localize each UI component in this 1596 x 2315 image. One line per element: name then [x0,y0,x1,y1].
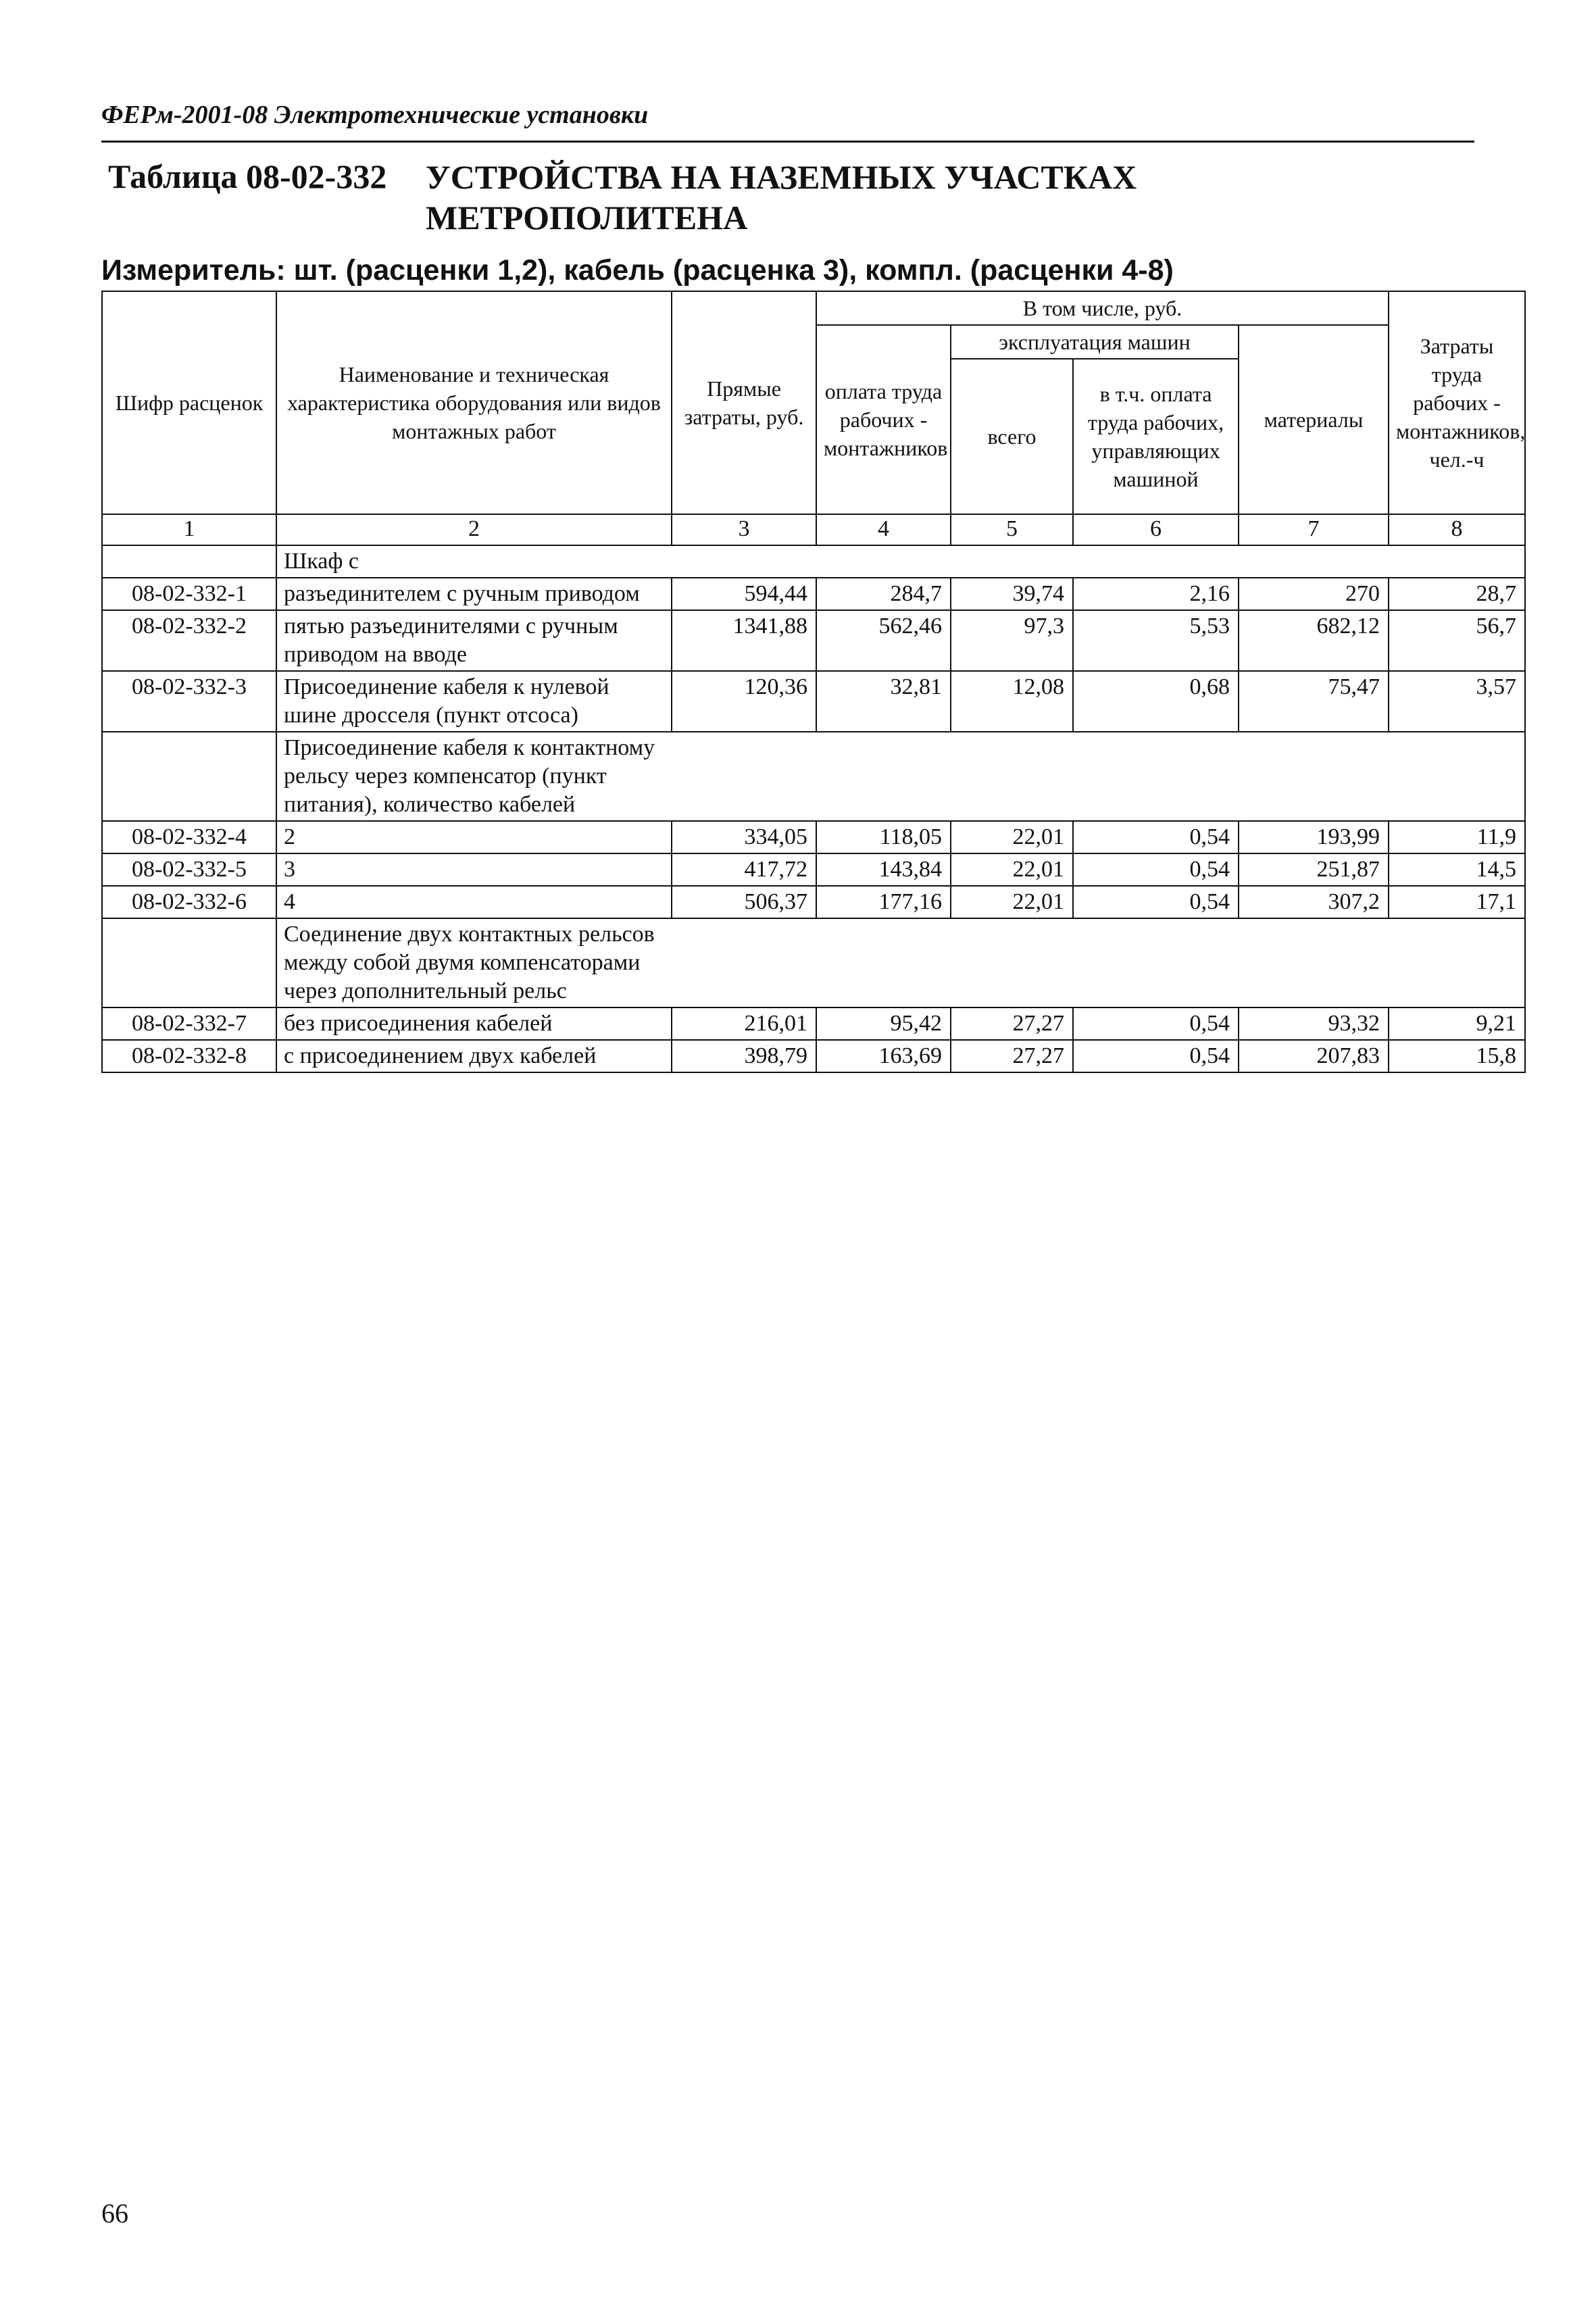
labor-hours: 15,8 [1389,1040,1525,1072]
labor-pay: 118,05 [816,821,951,853]
direct-cost: 506,37 [672,886,816,918]
rate-name: Присоединение кабеля к нулевой шине дросселя (пункт отсоса) [276,671,672,732]
machines-labor: 0,54 [1073,821,1239,853]
header-labor-pay: оплата труда рабочих - монтажников [816,325,951,514]
labor-pay: 177,16 [816,886,951,918]
direct-cost: 417,72 [672,853,816,886]
rate-name: 4 [276,886,672,918]
materials: 193,99 [1239,821,1389,853]
rate-code: 08-02-332-2 [102,610,276,671]
labor-hours: 28,7 [1389,578,1525,610]
table-row [102,886,1525,918]
labor-pay: 562,46 [816,610,951,671]
labor-hours: 17,1 [1389,886,1525,918]
direct-cost: 1341,88 [672,610,816,671]
rate-name: 3 [276,853,672,886]
labor-pay: 32,81 [816,671,951,732]
table-row [102,578,1525,610]
group-heading-row [102,732,1525,821]
machines-labor: 0,68 [1073,671,1239,732]
table-row [102,671,1525,732]
labor-pay: 95,42 [816,1007,951,1040]
table-code: Таблица 08-02-332 [108,157,387,195]
column-number: 3 [672,514,816,545]
machines-total: 39,74 [951,578,1073,610]
group-heading: Присоединение кабеля к контактному рельсу через компенсатор (пункт питания), количество кабелей [276,732,672,821]
machines-total: 22,01 [951,886,1073,918]
column-number-row [102,514,1525,545]
header-including: В том числе, руб. [816,291,1389,325]
rate-code: 08-02-332-3 [102,671,276,732]
machines-labor: 2,16 [1073,578,1239,610]
header-machines-total: всего [951,359,1073,514]
rate-code: 08-02-332-6 [102,886,276,918]
rate-code: 08-02-332-5 [102,853,276,886]
direct-cost: 334,05 [672,821,816,853]
labor-hours: 3,57 [1389,671,1525,732]
machines-labor: 0,54 [1073,1007,1239,1040]
page-number: 66 [101,2198,128,2229]
column-number: 6 [1073,514,1239,545]
labor-pay: 143,84 [816,853,951,886]
direct-cost: 120,36 [672,671,816,732]
materials: 682,12 [1239,610,1389,671]
machines-total: 27,27 [951,1007,1073,1040]
machines-total: 12,08 [951,671,1073,732]
labor-hours: 56,7 [1389,610,1525,671]
labor-hours: 9,21 [1389,1007,1525,1040]
table-row [102,821,1525,853]
machines-total: 22,01 [951,821,1073,853]
materials: 251,87 [1239,853,1389,886]
header-machines: эксплуатация машин [951,325,1239,359]
column-number: 5 [951,514,1073,545]
machines-total: 22,01 [951,853,1073,886]
machines-labor: 0,54 [1073,886,1239,918]
labor-pay: 163,69 [816,1040,951,1072]
machines-labor: 0,54 [1073,853,1239,886]
rate-name: 2 [276,821,672,853]
rate-name: с присоединением двух кабелей [276,1040,672,1072]
group-heading: Шкаф с [276,545,672,578]
machines-labor: 5,53 [1073,610,1239,671]
rate-code: 08-02-332-7 [102,1007,276,1040]
column-number: 4 [816,514,951,545]
machines-labor: 0,54 [1073,1040,1239,1072]
group-heading-code-cell [102,918,276,1007]
table-body [102,545,1525,1072]
header-materials: материалы [1239,325,1389,514]
machines-total: 27,27 [951,1040,1073,1072]
labor-hours: 11,9 [1389,821,1525,853]
header-rule [101,141,1474,143]
group-heading: Соединение двух контактных рельсов между собой двумя компенсаторами через дополнительный рельс [276,918,672,1007]
group-heading-blank [672,732,1525,821]
direct-cost: 216,01 [672,1007,816,1040]
rate-name: разъединителем с ручным приводом [276,578,672,610]
header-name: Наименование и техническая характеристика оборудования или видов монтажных работ [276,291,672,514]
direct-cost: 398,79 [672,1040,816,1072]
materials: 307,2 [1239,886,1389,918]
rates-table [101,291,1526,1073]
header-code: Шифр расценок [102,291,276,514]
labor-pay: 284,7 [816,578,951,610]
table-row [102,1040,1525,1072]
rate-code: 08-02-332-1 [102,578,276,610]
table-row [102,853,1525,886]
rate-name: без присоединения кабелей [276,1007,672,1040]
header-labor-hours: Затраты труда рабочих - монтажников, чел.-ч [1389,291,1525,514]
rate-name: пятью разъединителями с ручным приводом на вводе [276,610,672,671]
materials: 270 [1239,578,1389,610]
materials: 75,47 [1239,671,1389,732]
header-direct: Прямые затраты, руб. [672,291,816,514]
column-number: 2 [276,514,672,545]
column-number: 1 [102,514,276,545]
group-heading-blank [672,918,1525,1007]
labor-hours: 14,5 [1389,853,1525,886]
table-row [102,1007,1525,1040]
machines-total: 97,3 [951,610,1073,671]
group-heading-row [102,918,1525,1007]
group-heading-row [102,545,1525,578]
materials: 93,32 [1239,1007,1389,1040]
meter-line: Измеритель: шт. (расценки 1,2), кабель (расценка 3), компл. (расценки 4-8) [101,254,1174,287]
header-machines-labor: в т.ч. оплата труда рабочих, управляющих машиной [1073,359,1239,514]
column-number: 7 [1239,514,1389,545]
group-heading-code-cell [102,545,276,578]
group-heading-blank [672,545,1525,578]
group-heading-code-cell [102,732,276,821]
table-title: УСТРОЙСТВА НА НАЗЕМНЫХ УЧАСТКАХ МЕТРОПОЛИТЕНА [426,158,1137,237]
materials: 207,83 [1239,1040,1389,1072]
table-row [102,610,1525,671]
table-header [102,291,1525,545]
direct-cost: 594,44 [672,578,816,610]
rate-code: 08-02-332-8 [102,1040,276,1072]
running-header: ФЕРм-2001-08 Электротехнические установки [101,101,649,129]
column-number: 8 [1389,514,1525,545]
rate-code: 08-02-332-4 [102,821,276,853]
